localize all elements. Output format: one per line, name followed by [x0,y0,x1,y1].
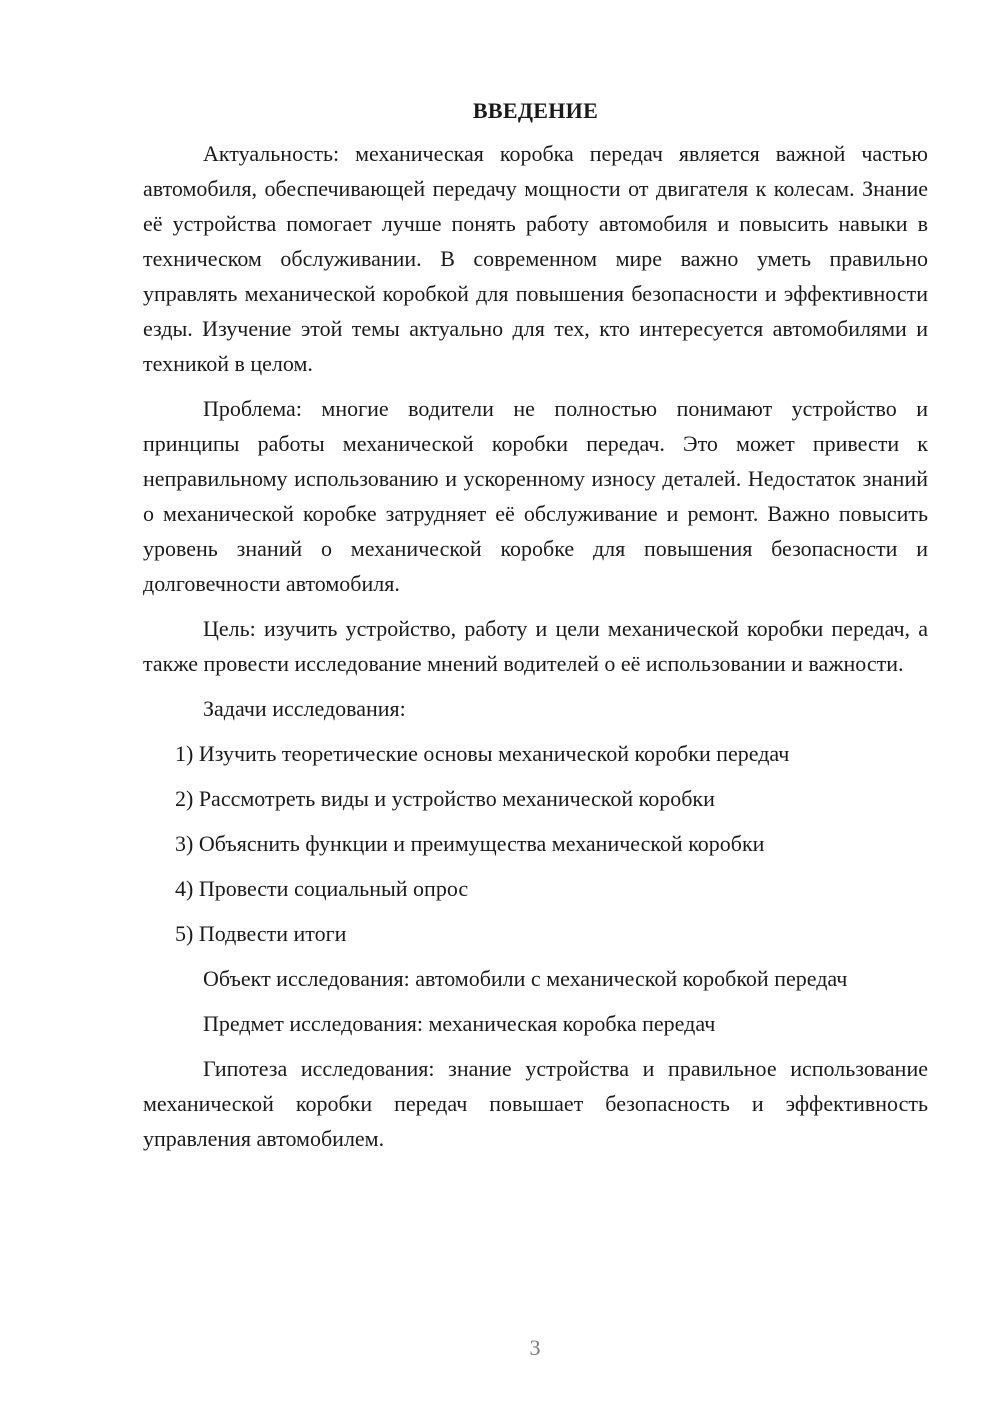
page-title: ВВЕДЕНИЕ [472,98,599,123]
page-number: 3 [529,1335,541,1360]
list-item: 2) Рассмотреть виды и устройство механической коробки [175,786,715,811]
object-paragraph: Объект исследования: автомобили с механической коробкой передач [203,966,848,991]
tasks-heading: Задачи исследования: [203,696,406,721]
page-content [143,96,928,1166]
list-item: 5) Подвести итоги [175,921,347,946]
goal-paragraph: Цель: изучить устройство, работу и цели механической коробки передач, а также провести исследование мнений водителей о её использовании и важности. [143,616,928,676]
hypothesis-paragraph: Гипотеза исследования: знание устройства и правильное использование механической коробки передач повышает безопасность и эффективность управления автомобилем. [143,1056,928,1151]
list-item: 4) Провести социальный опрос [175,876,469,901]
subject-paragraph: Предмет исследования: механическая коробка передач [203,1011,716,1036]
relevance-paragraph: Актуальность: механическая коробка передач является важной частью автомобиля, обеспечивающей передачу мощности от двигателя к колесам. Знание её устройства помогает лучше понять работу автомобиля и повысить навыки в техническом обслуживании. В современном мире важно уметь правильно управлять механической коробкой для повышения безопасности и эффективности езды. Изучение этой темы актуально для тех, кто интересуется автомобилями и техникой в целом. [143,141,928,376]
list-item: 3) Объяснить функции и преимущества механической коробки [175,831,765,856]
list-item: 1) Изучить теоретические основы механической коробки передач [175,741,790,766]
problem-paragraph: Проблема: многие водители не полностью понимают устройство и принципы работы механической коробки передач. Это может привести к неправильному использованию и ускоренному износу деталей. Недостаток знаний о механической коробке затрудняет её обслуживание и ремонт. Важно повысить уровень знаний о механической коробке для повышения безопасности и долговечности автомобиля. [143,396,928,596]
tasks-list [143,736,928,951]
